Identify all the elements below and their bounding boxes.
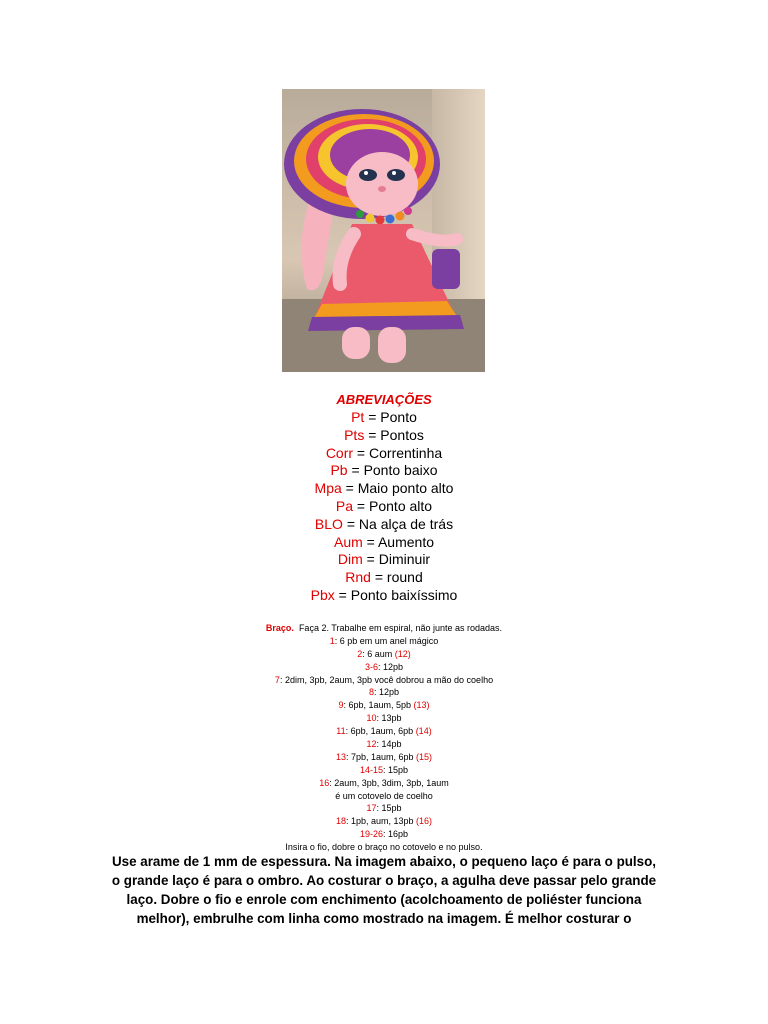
abbr-value: Pontos	[380, 426, 424, 443]
row-number: 10	[366, 713, 377, 724]
pattern-intro	[0, 622, 768, 635]
row-number: 17	[366, 803, 377, 814]
abbr-key: Pa	[335, 497, 354, 514]
paragraph-line: laço. Dobre o fio e enrole com enchimento (acolchoamento de poliéster funciona	[126, 892, 642, 907]
row-text: : 2dim, 3pb, 2aum, 3pb você dobrou a mão do coelho	[279, 674, 494, 685]
pattern-note-wire: Insira o fio, dobre o braço no cotovelo e no pulso.	[285, 842, 483, 853]
abbr-sep: =	[334, 586, 351, 603]
row-number: 19-26	[359, 829, 383, 840]
row-number: 16	[319, 777, 330, 788]
row-count: (14)	[415, 726, 432, 737]
row-text: : 13pb	[376, 713, 402, 724]
abbreviations-list	[0, 391, 768, 605]
abbr-sep: =	[341, 480, 358, 497]
row-text: : 2aum, 3pb, 3dim, 3pb, 1aum	[329, 777, 449, 788]
abbr-key: Aum	[333, 533, 363, 550]
pattern-row	[0, 777, 768, 790]
abbr-value: Aumento	[377, 533, 435, 550]
abbr-sep: =	[353, 497, 370, 514]
abbr-key: Dim	[337, 551, 363, 568]
row-count: (15)	[416, 751, 433, 762]
row-count: (13)	[413, 700, 430, 711]
row-number: 9	[338, 700, 344, 711]
pattern-row	[0, 725, 768, 738]
abbr-value: Ponto	[380, 409, 417, 425]
abbr-key: Pt	[351, 409, 365, 425]
abbr-key: Mpa	[314, 480, 342, 497]
abbr-sep: =	[370, 569, 387, 586]
instructions-paragraph	[74, 852, 694, 928]
abbr-key: Corr	[325, 444, 354, 461]
abbr-key: Pb	[330, 462, 348, 479]
row-number: 13	[335, 751, 346, 762]
row-text: : 12pb	[377, 661, 404, 672]
pattern-intro-text: Faça 2. Trabalhe em espiral, não junte as rodadas.	[293, 623, 503, 633]
row-text: : 1pb, aum, 13pb	[345, 816, 417, 827]
abbr-row	[0, 409, 768, 427]
abbr-key: Rnd	[345, 569, 371, 586]
abbr-row	[0, 462, 768, 480]
pattern-row	[0, 699, 768, 712]
abbr-key: Pts	[344, 426, 365, 443]
amigurumi-bunny-photo	[282, 89, 485, 372]
abbr-value: Maio ponto alto	[357, 480, 454, 497]
row-text: : 6 aum	[362, 648, 395, 659]
pattern-row	[0, 815, 768, 828]
row-text: : 7pb, 1aum, 6pb	[345, 751, 417, 762]
abbr-key: Pbx	[310, 586, 335, 603]
abbr-sep: =	[364, 426, 381, 443]
pattern-note-elbow: é um cotovelo de coelho	[335, 790, 433, 801]
paragraph-line: melhor), embrulhe com linha como mostrado na imagem. É melhor costurar o	[136, 911, 632, 926]
row-text: : 15pb	[376, 803, 402, 814]
paragraph-line: o grande laço é para o ombro. Ao costurar o braço, a agulha deve passar pelo grande	[111, 873, 657, 888]
abbr-row	[0, 427, 768, 445]
row-number: 7	[274, 674, 280, 685]
row-text: : 14pb	[376, 739, 402, 750]
row-number: 12	[366, 739, 377, 750]
row-text: : 6 pb em um anel mágico	[334, 635, 439, 646]
row-number: 8	[368, 687, 374, 698]
row-text: : 6pb, 1aum, 6pb	[345, 726, 416, 737]
abbr-row	[0, 569, 768, 587]
pattern-row	[0, 738, 768, 751]
abbr-value: Na alça de trás	[358, 515, 454, 532]
pattern-row	[0, 635, 768, 648]
abbr-value: Ponto alto	[369, 497, 433, 514]
abbreviations-title: ABREVIAÇÕES	[336, 392, 432, 407]
abbr-sep: =	[353, 444, 370, 461]
pattern-row	[0, 661, 768, 674]
pattern-intro-label: Braço.	[265, 623, 294, 633]
abbr-value: Ponto baixo	[363, 462, 438, 479]
row-text: : 15pb	[383, 764, 409, 775]
pattern-row	[0, 802, 768, 815]
abbr-key: BLO	[314, 515, 343, 532]
row-text: : 12pb	[373, 687, 400, 698]
abbr-row	[0, 516, 768, 534]
row-count: (16)	[416, 816, 433, 827]
abbr-sep: =	[362, 551, 379, 568]
pattern-row	[0, 712, 768, 725]
row-number: 2	[357, 648, 363, 659]
abbr-row	[0, 498, 768, 516]
abbr-row	[0, 480, 768, 498]
abbr-sep: =	[362, 533, 378, 550]
pattern-row	[0, 751, 768, 764]
abbr-row	[0, 551, 768, 569]
abbr-value: Correntinha	[369, 444, 443, 461]
abbr-row	[0, 587, 768, 605]
abbr-value: Diminuir	[378, 551, 431, 568]
row-text: : 16pb	[383, 829, 409, 840]
pattern-row	[0, 674, 768, 687]
abbr-sep: =	[342, 515, 359, 532]
abbr-sep: =	[364, 409, 381, 425]
paragraph-line: Use arame de 1 mm de espessura. Na imagem abaixo, o pequeno laço é para o pulso,	[111, 854, 656, 869]
abbr-value: round	[386, 569, 423, 586]
pattern-row	[0, 648, 768, 661]
row-count: (12)	[394, 648, 411, 659]
abbr-value: Ponto baixíssimo	[350, 586, 458, 603]
row-number: 3-6	[364, 661, 378, 672]
row-number: 11	[336, 726, 346, 737]
pattern-row	[0, 686, 768, 699]
row-number: 14-15	[359, 764, 383, 775]
pattern-row	[0, 764, 768, 777]
row-text: : 6pb, 1aum, 5pb	[343, 700, 414, 711]
row-number: 18	[335, 816, 346, 827]
pattern-row	[0, 828, 768, 841]
abbr-row	[0, 445, 768, 463]
abbr-sep: =	[347, 462, 364, 479]
row-number: 1	[329, 635, 335, 646]
arm-pattern	[0, 622, 768, 854]
abbr-row	[0, 534, 768, 552]
